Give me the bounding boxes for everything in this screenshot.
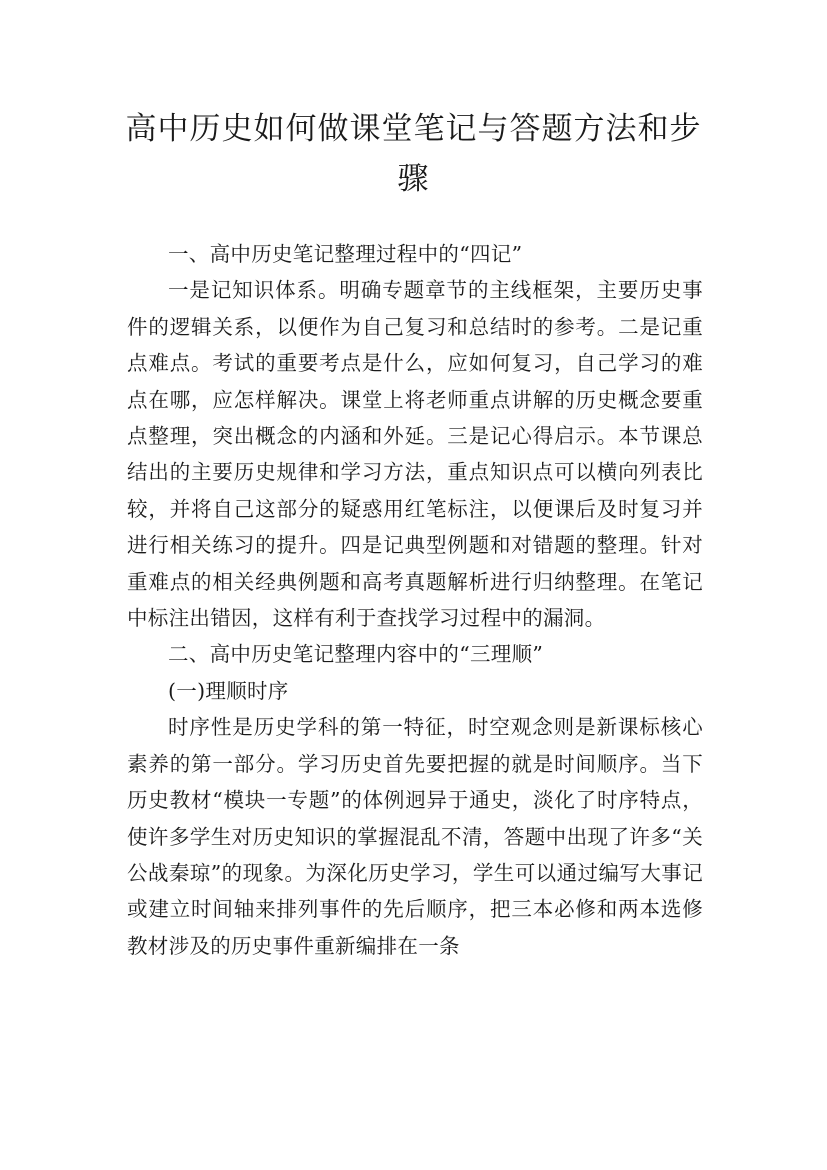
- document-body: [127, 236, 703, 964]
- document-title: 高中历史如何做课堂笔记与答题方法和步骤: [125, 111, 702, 197]
- subheading-chronology: (一)理顺时序: [168, 678, 289, 703]
- paragraph-four-records: 一是记知识体系。明确专题章节的主线框架，主要历史事件的逻辑关系，以便作为自己复习和总结时的参考。二是记重点难点。考试的重要考点是什么，应如何复习，自己学习的难点在哪，应怎样解决。课堂上将老师重点讲解的历史概念要重点整理，突出概念的内涵和外延。三是记心得启示。本节课总结出的主要历史规律和学习方法，重点知识点可以横向列表比较，并将自己这部分的疑惑用红笔标注，以便课后及时复习并进行相关练习的提升。四是记典型例题和对错题的整理。针对重难点的相关经典例题和高考真题解析进行归纳整理。在笔记中标注出错因，这样有利于查找学习过程中的漏洞。: [127, 278, 703, 631]
- section-heading-three-orders: 二、高中历史笔记整理内容中的“三理顺”: [168, 642, 544, 667]
- section-heading-four-records: 一、高中历史笔记整理过程中的“四记”: [168, 242, 523, 266]
- paragraph-chronology: 时序性是历史学科的第一特征，时空观念则是新课标核心素养的第一部分。学习历史首先要把握的就是时间顺序。当下历史教材“模块一专题”的体例迥异于通史，淡化了时序特点，使许多学生对历史知识的掌握混乱不清，答题中出现了许多“关公战秦琼”的现象。为深化历史学习，学生可以通过编写大事记或建立时间轴来排列事件的先后顺序，把三本必修和两本选修教材涉及的历史事件重新编排在一条: [127, 715, 703, 958]
